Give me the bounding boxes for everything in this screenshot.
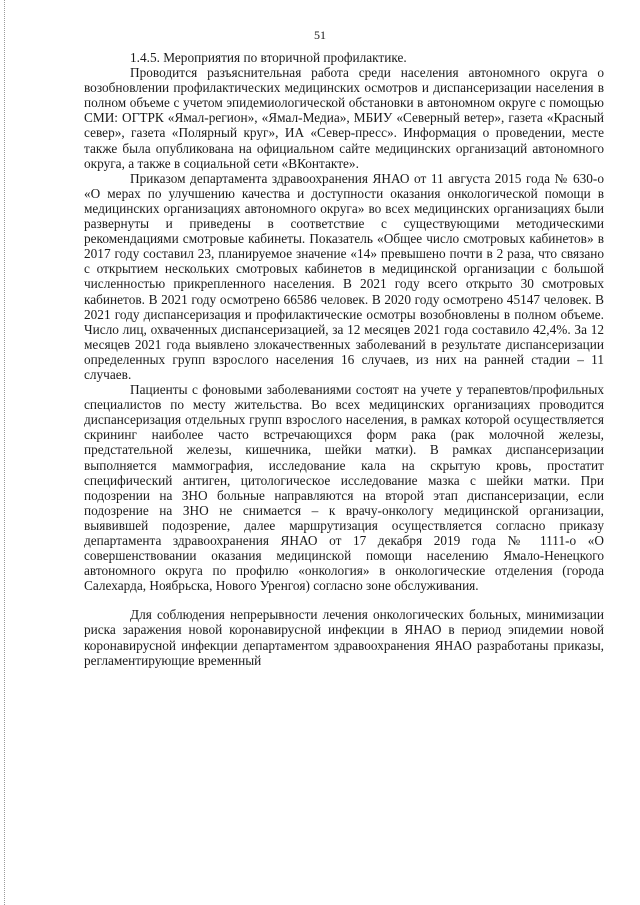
paragraph-dispensary: Пациенты с фоновыми заболеваниями состоят на учете у терапевтов/профильных специалистов по месту жительства. Во всех медицинских организациях проводится диспансеризация отдельных групп взрослого населения, в рамках которой осуществляется скрининг наиболее часто встречающихся форм рака (рак молочной железы, предстательной железы, кишечника, шейки матки). В рамках диспансеризации выполняется маммография, исследование кала на скрытую кровь, простатит специфический антиген, цитологическое исследование мазка с шейки матки. При подозрении на ЗНО больные направляются на второй этап диспансеризации, если подозрение на ЗНО не снимается – к врачу-онкологу медицинской организации, выявившей подозрение, далее маршрутизация осуществляется согласно приказу департамента здравоохранения ЯНАО от 17 декабря 2019 года № 1111-о «О совершенствовании оказания медицинской помощи населению Ямало-Ненецкого автономного округа по профилю «онкология» в онкологические отделения (города Салехарда, Ноябрьска, Нового Уренгоя) согласно зоне обслуживания. <box>84 382 604 594</box>
document-body <box>84 50 604 668</box>
page-number: 51 <box>314 28 326 42</box>
scan-edge-line <box>4 0 5 905</box>
section-heading: 1.4.5. Мероприятия по вторичной профилактике. <box>130 50 407 65</box>
paragraph-outreach: Проводится разъяснительная работа среди населения автономного округа о возобновлении профилактических медицинских осмотров и диспансеризации населения в полном объеме с учетом эпидемиологической обстановки в автономном округе с помощью СМИ: ОГТРК «Ямал-регион», «Ямал-Медиа», МБИУ «Северный ветер», газета «Красный север», газета «Полярный круг», ИА «Север-пресс». Информация о проведении, месте также была опубликована на официальном сайте медицинских организаций автономного округа, а также в социальной сети «ВКонтакте». <box>84 65 604 171</box>
paragraph-covid-continuity: Для соблюдения непрерывности лечения онкологических больных, минимизации риска заражения новой коронавирусной инфекции в ЯНАО в период эпидемии новой коронавирусной инфекции департаментом здравоохранения ЯНАО разработаны приказы, регламентирующие временный <box>84 607 604 668</box>
paragraph-screening-rooms: Приказом департамента здравоохранения ЯНАО от 11 августа 2015 года № 630-о «О мерах по улучшению качества и доступности оказания онкологической помощи в медицинских организациях автономного округа» во всех медицинских организациях были развернуты и приведены в соответствие с существующими методическими рекомендациями смотровые кабинеты. Показатель «Общее число смотровых кабинетов» в 2017 году составил 23, планируемое значение «14» превышено почти в 2 раза, что связано с открытием нескольких смотровых кабинетов в медицинской организации с большой численностью прикрепленного населения. В 2021 году всего открыто 30 смотровых кабинетов. В 2021 году осмотрено 66586 человек. В 2020 году осмотрено 45147 человек. В 2021 году диспансеризация и профилактические осмотры возобновлены в полном объеме. Число лиц, охваченных диспансеризацией, за 12 месяцев 2021 года составило 42,4%. За 12 месяцев 2021 года выявлено злокачественных заболеваний в результате диспансеризации определенных групп взрослого населения 16 случаев, из них на ранней стадии – 11 случаев. <box>84 170 604 382</box>
